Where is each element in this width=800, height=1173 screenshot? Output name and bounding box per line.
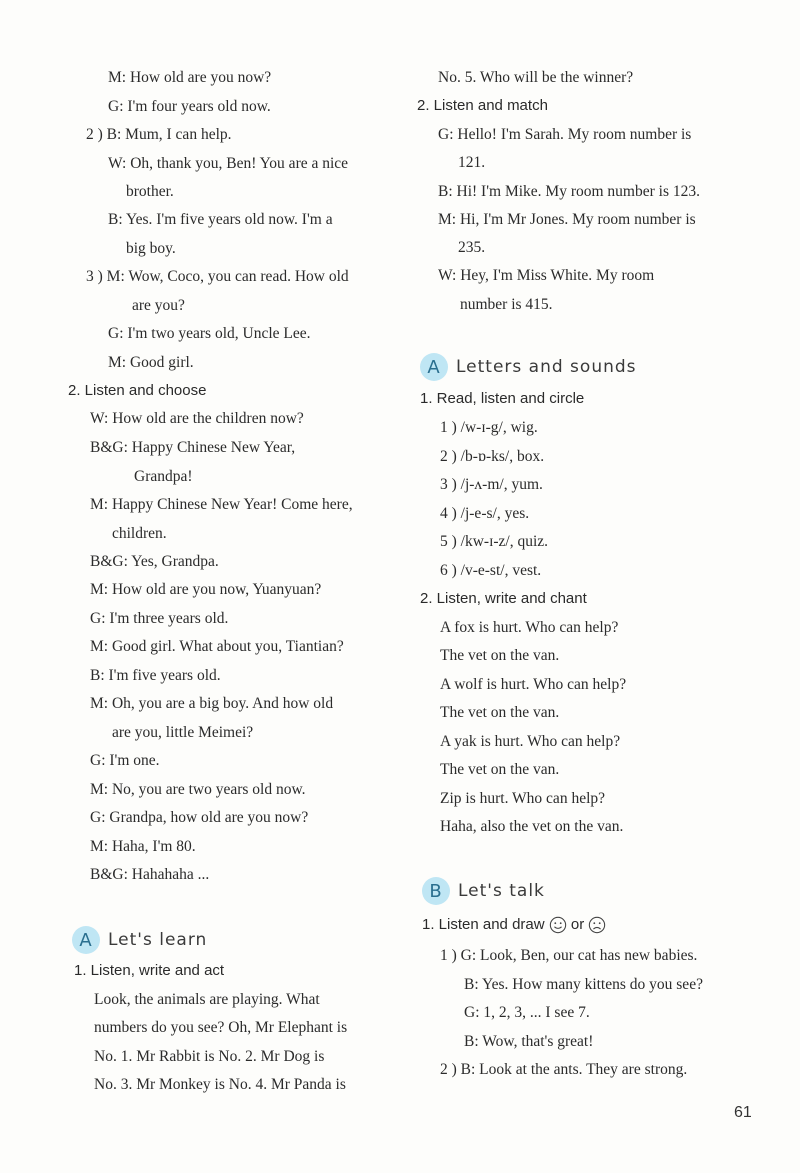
dialogue-line: are you? — [132, 297, 185, 314]
chant-line: A fox is hurt. Who can help? — [440, 619, 619, 636]
dialogue-line: B&G: Happy Chinese New Year, — [90, 439, 296, 456]
dialogue-line: M: Haha, I'm 80. — [90, 838, 196, 855]
dialogue-line: big boy. — [126, 240, 176, 257]
chant-line: The vet on the van. — [440, 704, 560, 721]
dialogue-line: G: I'm three years old. — [90, 610, 229, 627]
phonics-item: 6 ) /v-e-st/, vest. — [440, 562, 542, 579]
phonics-item: 1 ) /w-ɪ-g/, wig. — [440, 419, 538, 436]
dialogue-line: 235. — [458, 239, 486, 256]
section-title: Let's learn — [108, 930, 208, 950]
dialogue-line: G: I'm one. — [90, 752, 160, 769]
dialogue-line: M: Hi, I'm Mr Jones. My room number is — [438, 211, 696, 228]
section-heading-lets-learn — [72, 925, 207, 955]
dialogue-line: are you, little Meimei? — [112, 724, 254, 741]
dialogue-line: B: Wow, that's great! — [464, 1033, 594, 1050]
dialogue-line: M: How old are you now, Yuanyuan? — [90, 581, 322, 598]
exercise-heading: 1. Read, listen and circle — [420, 390, 585, 407]
dialogue-line: 121. — [458, 154, 486, 171]
phonics-item: 5 ) /kw-ɪ-z/, quiz. — [440, 533, 549, 550]
dialogue-line: Grandpa! — [134, 468, 193, 485]
exercise-heading-with-faces — [422, 915, 606, 935]
dialogue-line: brother. — [126, 183, 174, 200]
dialogue-line: M: Happy Chinese New Year! Come here, — [90, 496, 353, 513]
dialogue-line: W: How old are the children now? — [90, 410, 304, 427]
dialogue-line: 2 ) B: Look at the ants. They are strong. — [440, 1061, 688, 1078]
dialogue-line: 1 ) G: Look, Ben, our cat has new babies. — [440, 947, 698, 964]
dialogue-line: M: Good girl. — [108, 354, 194, 371]
dialogue-line: children. — [112, 525, 167, 542]
section-letter-badge: A — [72, 926, 100, 954]
dialogue-line: B: Yes. I'm five years old now. I'm a — [108, 211, 333, 228]
dialogue-line: M: Good girl. What about you, Tiantian? — [90, 638, 344, 655]
chant-line: A yak is hurt. Who can help? — [440, 733, 621, 750]
phonics-item: 4 ) /j-e-s/, yes. — [440, 505, 530, 522]
section-title: Let's talk — [458, 881, 545, 901]
chant-line: The vet on the van. — [440, 761, 560, 778]
dialogue-line: B: I'm five years old. — [90, 667, 221, 684]
dialogue-line: 2 ) B: Mum, I can help. — [86, 126, 232, 143]
paragraph-line: numbers do you see? Oh, Mr Elephant is — [94, 1019, 348, 1036]
dialogue-line: G: I'm two years old, Uncle Lee. — [108, 325, 311, 342]
section-heading-letters-and-sounds — [420, 352, 637, 382]
section-letter-badge: A — [420, 353, 448, 381]
dialogue-line: B: Hi! I'm Mike. My room number is 123. — [438, 183, 700, 200]
dialogue-line: W: Hey, I'm Miss White. My room — [438, 267, 655, 284]
paragraph-line: Look, the animals are playing. What — [94, 991, 320, 1008]
chant-line: Haha, also the vet on the van. — [440, 818, 624, 835]
phonics-item: 3 ) /j-ʌ-m/, yum. — [440, 476, 543, 493]
exercise-heading: 1. Listen and draw — [422, 916, 545, 933]
sad-face-icon — [588, 916, 606, 934]
section-title: Letters and sounds — [456, 357, 637, 377]
section-heading-lets-talk — [422, 876, 545, 906]
exercise-heading: 2. Listen and match — [417, 97, 548, 114]
dialogue-line: G: I'm four years old now. — [108, 98, 271, 115]
chant-line: Zip is hurt. Who can help? — [440, 790, 606, 807]
chant-line: The vet on the van. — [440, 647, 560, 664]
exercise-heading: 2. Listen, write and chant — [420, 590, 587, 607]
or-word: or — [570, 916, 585, 933]
dialogue-line: number is 415. — [460, 296, 553, 313]
dialogue-line: 3 ) M: Wow, Coco, you can read. How old — [86, 268, 349, 285]
exercise-heading: 1. Listen, write and act — [74, 962, 225, 979]
dialogue-line: W: Oh, thank you, Ben! You are a nice — [108, 155, 349, 172]
phonics-item: 2 ) /b-ɒ-ks/, box. — [440, 448, 545, 465]
dialogue-line: M: No, you are two years old now. — [90, 781, 306, 798]
paragraph-line: No. 1. Mr Rabbit is No. 2. Mr Dog is — [94, 1048, 325, 1065]
page-number: 61 — [734, 1104, 752, 1121]
dialogue-line: G: Hello! I'm Sarah. My room number is — [438, 126, 692, 143]
chant-line: A wolf is hurt. Who can help? — [440, 676, 627, 693]
exercise-heading: 2. Listen and choose — [68, 382, 207, 399]
dialogue-line: G: 1, 2, 3, ... I see 7. — [464, 1004, 590, 1021]
section-letter-badge: B — [422, 877, 450, 905]
dialogue-line: B: Yes. How many kittens do you see? — [464, 976, 703, 993]
paragraph-line: No. 3. Mr Monkey is No. 4. Mr Panda is — [94, 1076, 346, 1093]
dialogue-line: M: How old are you now? — [108, 69, 272, 86]
dialogue-line: B&G: Hahahaha ... — [90, 866, 210, 883]
dialogue-line: G: Grandpa, how old are you now? — [90, 809, 309, 826]
smiley-face-icon — [549, 916, 567, 934]
dialogue-line: B&G: Yes, Grandpa. — [90, 553, 219, 570]
dialogue-line: M: Oh, you are a big boy. And how old — [90, 695, 334, 712]
paragraph-line: No. 5. Who will be the winner? — [438, 69, 634, 86]
